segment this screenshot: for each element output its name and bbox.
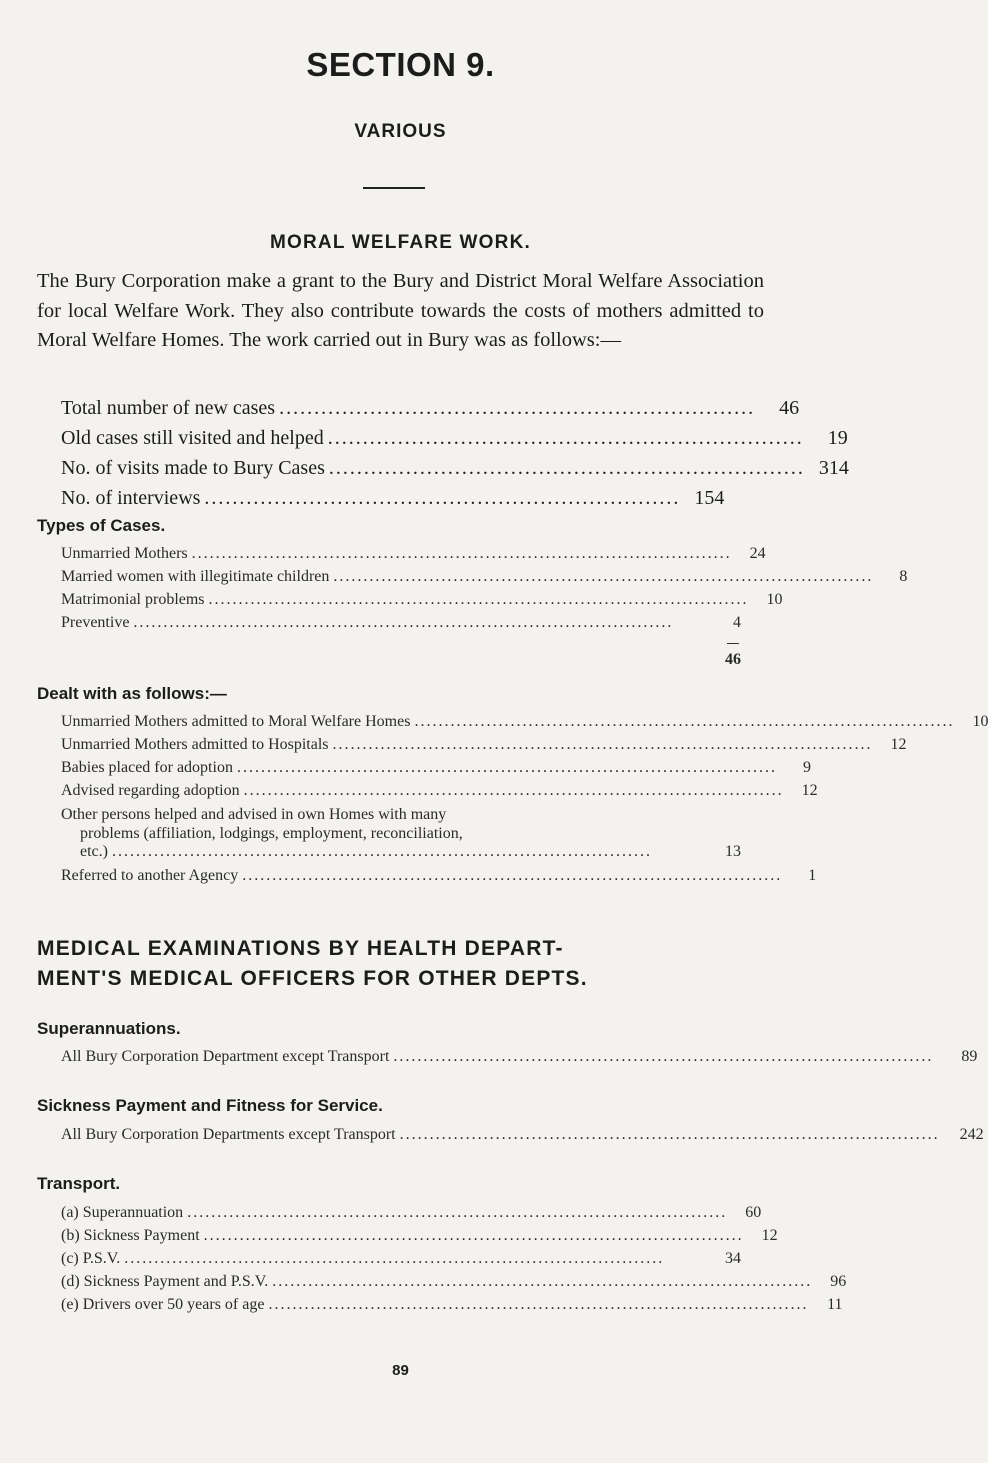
dealt-row: Babies placed for adoption .......................................................................................... 9 bbox=[61, 759, 811, 776]
transport-heading: Transport. bbox=[37, 1174, 121, 1193]
moral-welfare-heading: MORAL WELFARE WORK. bbox=[270, 232, 531, 253]
medical-heading-line2: MENT'S MEDICAL OFFICERS FOR OTHER DEPTS. bbox=[37, 967, 588, 990]
types-heading: Types of Cases. bbox=[37, 516, 166, 535]
sickness-row: All Bury Corporation Departments except Transport .......................................................................................... 242 bbox=[61, 1126, 984, 1143]
section-subtitle: VARIOUS bbox=[354, 121, 447, 142]
medical-heading-line1: MEDICAL EXAMINATIONS BY HEALTH DEPART- bbox=[37, 937, 564, 960]
transport-row: (b) Sickness Payment .......................................................................................... 12 bbox=[61, 1227, 778, 1244]
summary-row: Old cases still visited and helped .................................................................... 19 bbox=[61, 427, 848, 449]
transport-row: (d) Sickness Payment and P.S.V. .......................................................................................... 96 bbox=[61, 1273, 847, 1290]
transport-row: (c) P.S.V. .......................................................................................... 34 bbox=[61, 1250, 741, 1267]
summary-row: No. of interviews .................................................................... 154 bbox=[61, 487, 725, 509]
transport-row: (a) Superannuation .......................................................................................... 60 bbox=[61, 1204, 762, 1221]
dealt-row: Unmarried Mothers admitted to Hospitals .......................................................................................... 12 bbox=[61, 736, 907, 753]
types-row: Preventive .......................................................................................... 4 bbox=[61, 614, 741, 631]
referred-row: Referred to another Agency .......................................................................................... 1 bbox=[61, 867, 817, 884]
summary-row: No. of visits made to Bury Cases .................................................................... 314 bbox=[61, 457, 849, 479]
dealt-heading: Dealt with as follows:— bbox=[37, 684, 227, 703]
dealt-row: Advised regarding adoption .......................................................................................... 12 bbox=[61, 782, 818, 799]
other-persons-text-line1: Other persons helped and advised in own Homes with many bbox=[61, 806, 447, 823]
section-title: SECTION 9. bbox=[306, 46, 495, 83]
divider bbox=[363, 187, 425, 189]
intro-paragraph: The Bury Corporation make a grant to the Bury and District Moral Welfare Association for local Welfare Work. They also contribute towards the costs of mothers admitted to Moral Welfare Homes. The work carried out in Bury was as follows:— bbox=[37, 270, 764, 351]
sickness-heading: Sickness Payment and Fitness for Service. bbox=[37, 1096, 383, 1115]
transport-row: (e) Drivers over 50 years of age .......................................................................................... 11 bbox=[61, 1296, 843, 1313]
types-row: Matrimonial problems .......................................................................................... 10 bbox=[61, 591, 783, 608]
types-total: 46 bbox=[725, 651, 741, 668]
superannuation-row: All Bury Corporation Department except Transport .......................................................................................... 89 bbox=[61, 1048, 978, 1065]
types-row: Unmarried Mothers .......................................................................................... 24 bbox=[61, 545, 766, 562]
types-row: Married women with illegitimate children .......................................................................................... 8 bbox=[61, 568, 908, 585]
dealt-row: Unmarried Mothers admitted to Moral Welfare Homes .......................................................................................... 10 bbox=[61, 713, 988, 730]
total-rule bbox=[727, 643, 739, 644]
page-number: 89 bbox=[392, 1362, 409, 1379]
other-persons-text-line2: problems (affiliation, lodgings, employment, reconciliation, bbox=[80, 825, 463, 842]
other-persons-row: etc.) .......................................................................................... 13 bbox=[80, 843, 741, 860]
superannuation-heading: Superannuations. bbox=[37, 1019, 181, 1038]
summary-row: Total number of new cases .................................................................... 46 bbox=[61, 397, 800, 419]
